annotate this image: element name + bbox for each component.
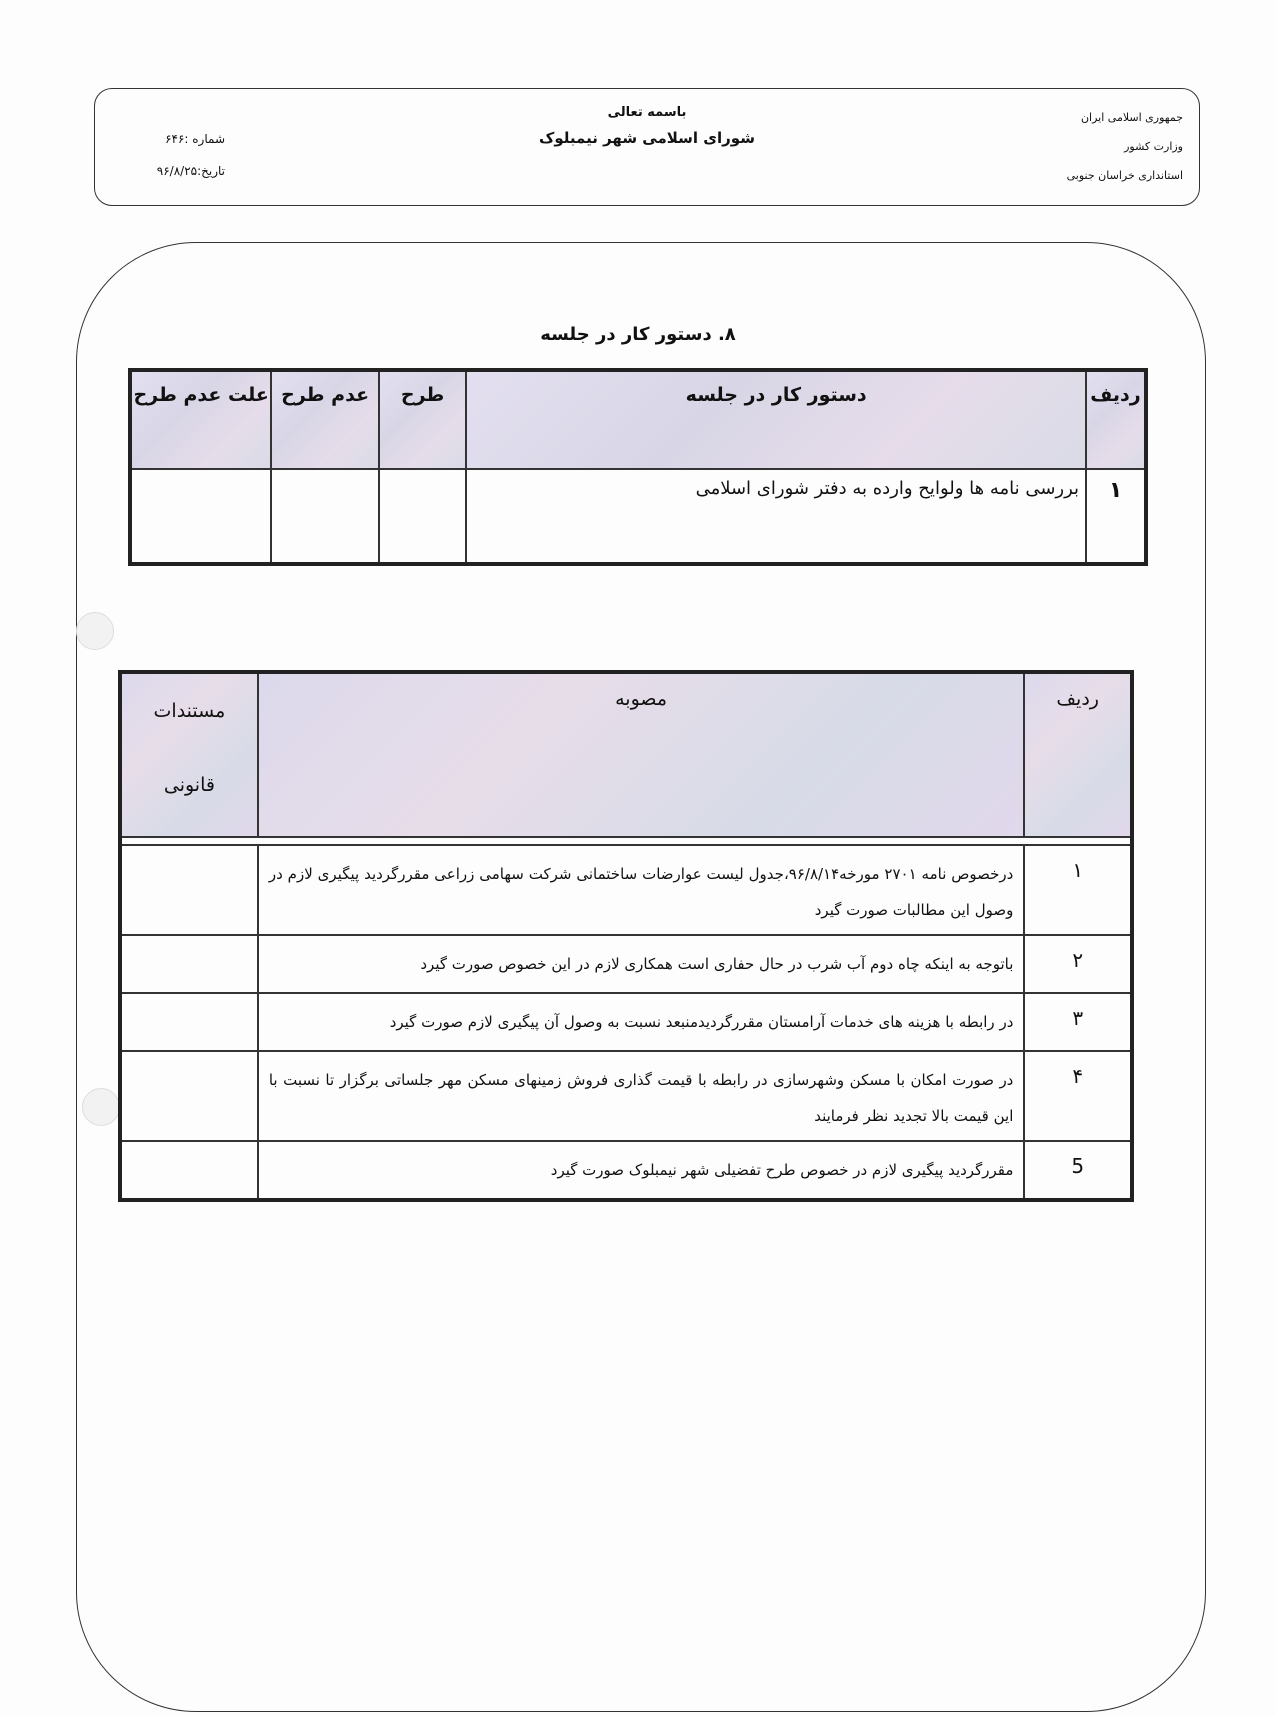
resolution-row-legal [120, 1141, 258, 1200]
resolution-row-text: باتوجه به اینکه چاه دوم آب شرب در حال حفاری است همکاری لازم در این خصوص صورت گیرد [258, 935, 1025, 993]
letter-number: شماره :۶۴۶ [165, 132, 225, 146]
resolution-row-legal [120, 993, 258, 1051]
resolution-row-legal [120, 845, 258, 935]
binder-hole-lower [82, 1088, 120, 1126]
resolution-row-legal [120, 935, 258, 993]
invocation: باسمه تعالی [607, 105, 687, 120]
agenda-header-agenda: دستور کار در جلسه [466, 370, 1086, 469]
resolution-row [120, 993, 1132, 1051]
letterhead [94, 88, 1200, 206]
resolution-row-text: در رابطه با هزینه های خدمات آرامستان مقررگردیدمنبعد نسبت به وصول آن پیگیری لازم صورت گیرد [258, 993, 1025, 1051]
council-name: شورای اسلامی شهر نیمبلوک [539, 129, 755, 147]
agenda-header-row [130, 370, 1146, 469]
agenda-header-reason: علت عدم طرح [130, 370, 271, 469]
resolution-row [120, 1051, 1132, 1141]
reference-block [115, 123, 225, 187]
issuer-line-ministry: وزارت کشور [1124, 140, 1183, 153]
agenda-row-reason [130, 469, 271, 564]
agenda-row-number: ۱ [1086, 469, 1146, 564]
agenda-header-row-number: ردیف [1086, 370, 1146, 469]
issuer-line-country: جمهوری اسلامی ایران [1080, 111, 1183, 124]
resolution-row-text: درخصوص نامه ۲۷۰۱ مورخه۹۶/۸/۱۴،جدول لیست عوارضات ساختمانی شرکت سهامی زراعی مقررگردید پیگیری لازم در وصول این مطالبات صورت گیرد [258, 845, 1025, 935]
resolution-row [120, 1141, 1132, 1200]
agenda-row-text: بررسی نامه ها ولوایح وارده به دفتر شورای اسلامی [466, 469, 1086, 564]
agenda-row-not-proposed [271, 469, 379, 564]
agenda-header-proposed: طرح [379, 370, 466, 469]
binder-hole-upper [76, 612, 114, 650]
letter-date: تاریخ:۹۶/۸/۲۵ [156, 164, 225, 178]
letter-title-block [95, 105, 1199, 147]
resolution-row-number: ۱ [1024, 845, 1132, 935]
resolution-row-number: ۲ [1024, 935, 1132, 993]
legal-header-line2: قانونی [163, 774, 215, 796]
resolution-row [120, 935, 1132, 993]
section-title: ۸. دستور کار در جلسه [540, 324, 736, 345]
resolutions-header-row-number: ردیف [1024, 672, 1132, 837]
resolutions-header-resolution: مصوبه [258, 672, 1025, 837]
resolutions-header-legal [120, 672, 258, 837]
resolution-row-text: در صورت امکان با مسکن وشهرسازی در رابطه با قیمت گذاری فروش زمینهای مسکن مهر جلساتی برگزار تا نسبت با این قیمت بالا تجدید نظر فرمایند [258, 1051, 1025, 1141]
legal-header-line1: مستندات [153, 700, 226, 722]
agenda-row-proposed [379, 469, 466, 564]
resolution-row [120, 845, 1132, 935]
resolution-row-legal [120, 1051, 258, 1141]
resolution-row-number: 5 [1024, 1141, 1132, 1200]
resolution-row-number: ۳ [1024, 993, 1132, 1051]
resolutions-table [118, 670, 1134, 1202]
resolutions-header-row [120, 672, 1132, 837]
resolution-row-text: مقررگردید پیگیری لازم در خصوص طرح تفضیلی شهر نیمبلوک صورت گیرد [258, 1141, 1025, 1200]
issuer-line-province: استانداری خراسان جنوبی [1066, 169, 1183, 182]
agenda-row [130, 469, 1146, 564]
agenda-table [128, 368, 1148, 566]
agenda-header-not-proposed: عدم طرح [271, 370, 379, 469]
header-gap [120, 837, 1132, 845]
resolution-row-number: ۴ [1024, 1051, 1132, 1141]
